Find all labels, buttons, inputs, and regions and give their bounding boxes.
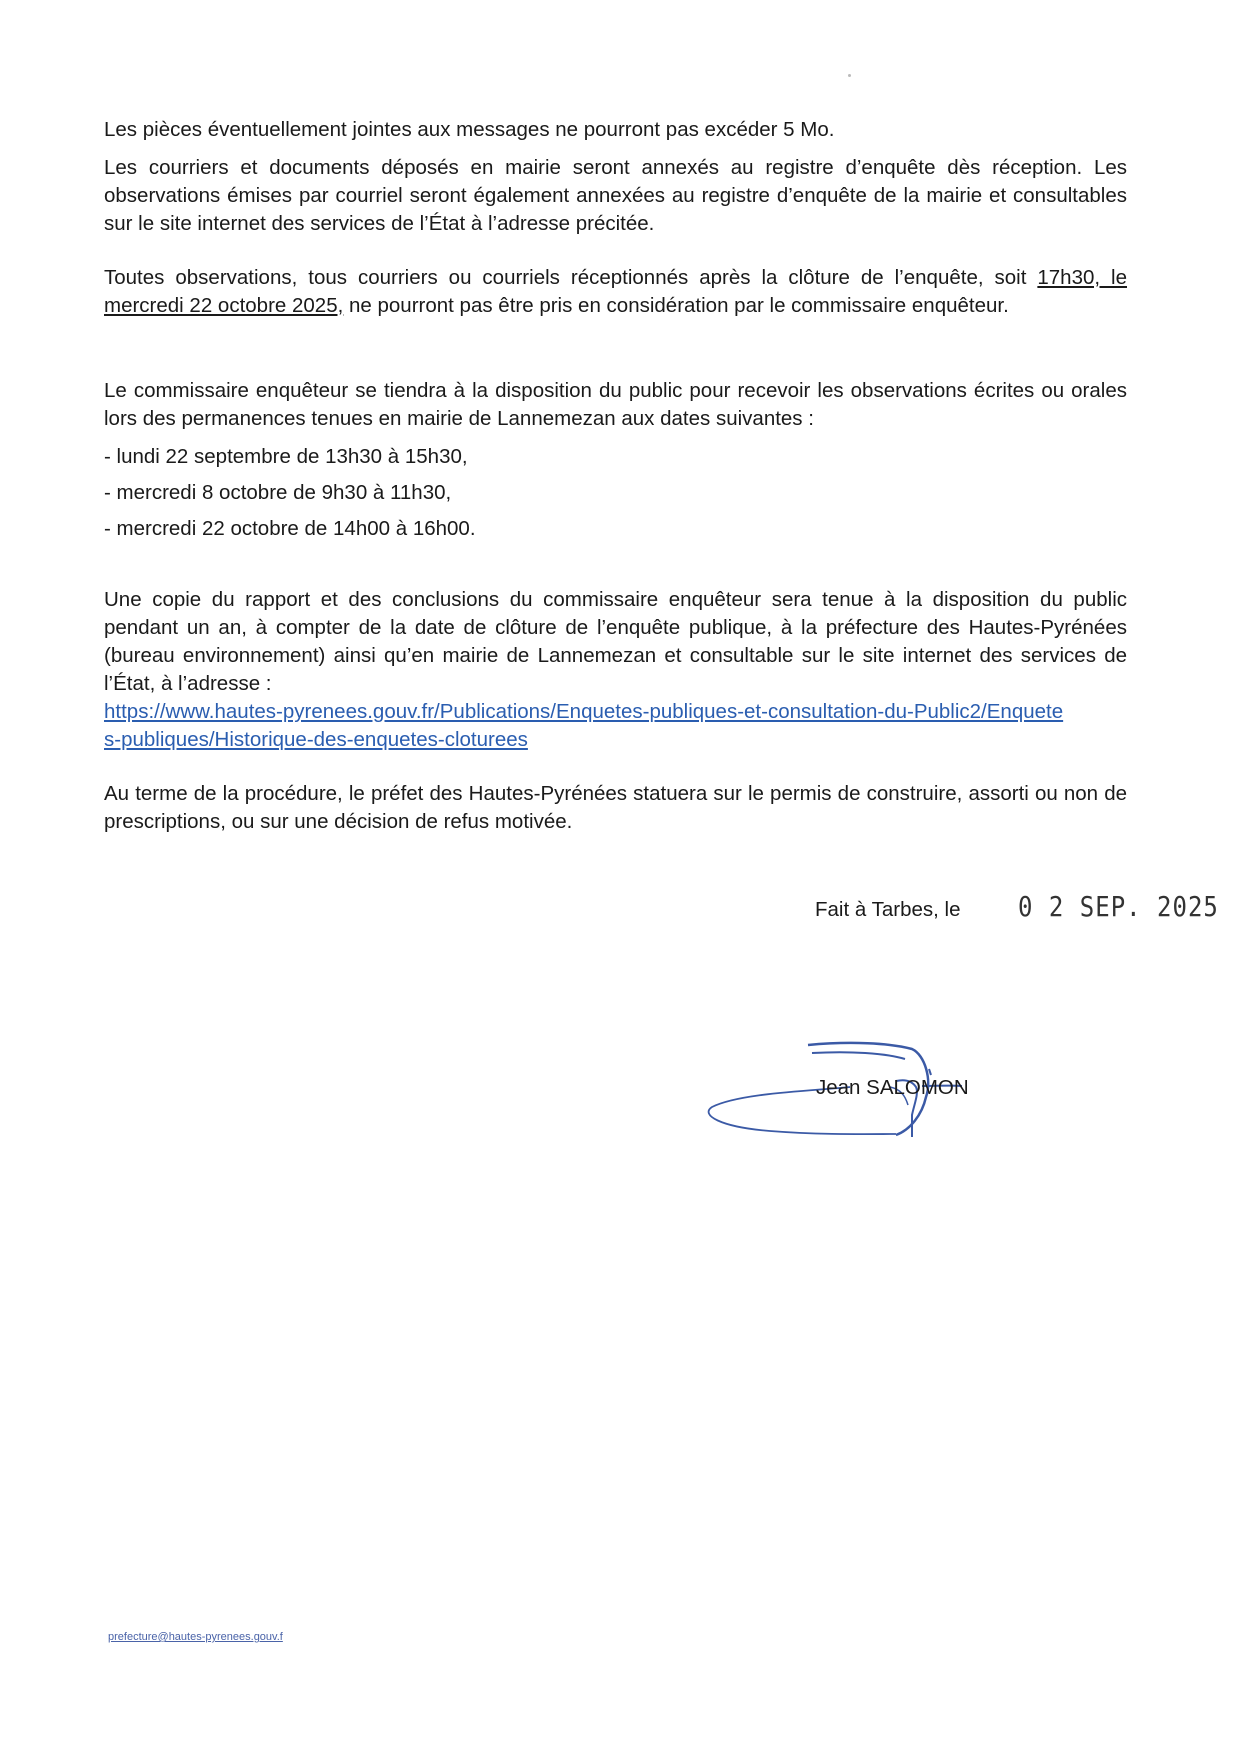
- courriers-text: Les courriers et documents déposés en mairie seront annexés au registre d’enquête dès réception. Les observations émises par courriel seront également annexées au registre d’enquête de la mairie et consultables sur le site internet des services de l’État à l’adresse précitée.: [104, 156, 1127, 235]
- conclusion-text: Au terme de la procédure, le préfet des Hautes-Pyrénées statuera sur le permis de construire, assorti ou non de prescriptions, ou sur une décision de refus motivée.: [104, 782, 1127, 833]
- closure-text: [104, 264, 1127, 320]
- rapport-link[interactable]: https://www.hautes-pyrenees.gouv.fr/Publications/Enquetes-publiques-et-consultation-du-Public2/Enquetes-publiques/Historique-des-enquetes-cloturees: [104, 700, 1064, 751]
- footer-email[interactable]: prefecture@hautes-pyrenees.gouv.f: [108, 1631, 283, 1643]
- signer-name: Jean SALOMON: [816, 1076, 969, 1099]
- rapport-text: Une copie du rapport et des conclusions du commissaire enquêteur sera tenue à la disposition du public pendant un an, à compter de la date de clôture de l’enquête publique, à la préfecture des Hautes-Pyrénées (bureau environnement) ainsi qu’en mairie de Lannemezan et consultable sur le site internet des services de l’État, à l’adresse :: [104, 588, 1127, 695]
- list-item: - mercredi 8 octobre de 9h30 à 11h30,: [104, 481, 452, 504]
- conclusion-paragraph: [104, 780, 1127, 836]
- closure-after: ne pourront pas être pris en considération par le commissaire enquêteur.: [343, 294, 1009, 317]
- rapport-paragraph: [104, 586, 1127, 754]
- scan-artifact: [848, 74, 851, 77]
- list-item: - lundi 22 septembre de 13h30 à 15h30,: [104, 445, 468, 468]
- date-stamp: 0 2 SEP. 2025: [1018, 890, 1219, 924]
- place-date-label: Fait à Tarbes, le: [815, 898, 961, 921]
- closure-date: 17h30, le mercredi 22 octobre 2025,: [104, 266, 1127, 317]
- permanences-list: [104, 443, 476, 551]
- permanences-intro-paragraph: [104, 377, 1127, 433]
- footer: [108, 1612, 283, 1663]
- closure-before: Toutes observations, tous courriers ou courriels réceptionnés après la clôture de l’enquête, soit: [104, 266, 1038, 289]
- permanences-intro-text: Le commissaire enquêteur se tiendra à la disposition du public pour recevoir les observations écrites ou orales lors des permanences tenues en mairie de Lannemezan aux dates suivantes :: [104, 379, 1127, 430]
- courriers-paragraph: [104, 154, 1127, 238]
- closure-paragraph: [104, 264, 1127, 320]
- attachments-text: Les pièces éventuellement jointes aux messages ne pourront pas excéder 5 Mo.: [104, 118, 835, 141]
- list-item: - mercredi 22 octobre de 14h00 à 16h00.: [104, 517, 476, 540]
- attachments-paragraph: [104, 116, 1127, 144]
